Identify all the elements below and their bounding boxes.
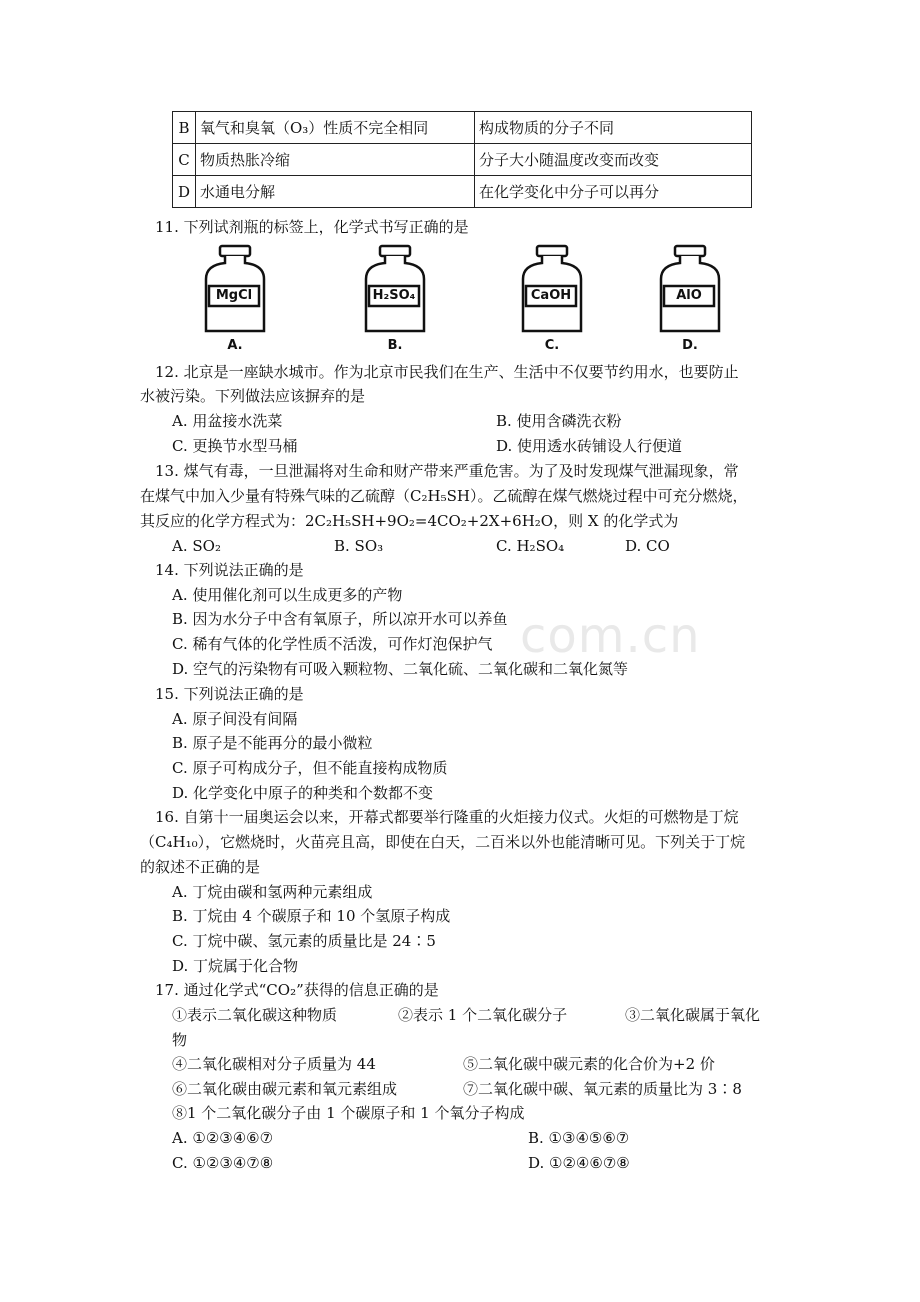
q12-option-d: D. 使用透水砖铺设人行便道 <box>496 437 683 455</box>
options-table <box>172 111 752 208</box>
watermark: com.cn <box>520 608 701 664</box>
q16-option-c: C. 丁烷中碳、氢元素的质量比是 24∶5 <box>172 932 436 950</box>
q12-option-c: C. 更换节水型马桶 <box>172 437 298 455</box>
table-row <box>173 144 752 176</box>
row-key: B <box>173 112 196 144</box>
bottle-caption: B. <box>387 338 403 353</box>
q16-option-d: D. 丁烷属于化合物 <box>172 957 299 975</box>
row-fact: 氧气和臭氧（O₃）性质不完全相同 <box>196 112 475 144</box>
q13-option-b: B. SO₃ <box>334 537 384 555</box>
q15-option-d: D. 化学变化中原子的种类和个数都不变 <box>172 784 434 802</box>
q17-statement-7: ⑦二氧化碳中碳、氧元素的质量比为 3∶8 <box>463 1080 742 1098</box>
q16-option-b: B. 丁烷由 4 个碳原子和 10 个氢原子构成 <box>172 907 451 925</box>
q12-stem-line1: 12. 北京是一座缺水城市。作为北京市民我们在生产、生活中不仅要节约用水，也要防止 <box>155 363 739 381</box>
q14-option-b: B. 因为水分子中含有氧原子，所以凉开水可以养鱼 <box>172 610 508 628</box>
q13-stem-line1: 13. 煤气有毒，一旦泄漏将对生命和财产带来严重危害。为了及时发现煤气泄漏现象，常 <box>155 462 739 480</box>
bottle-a <box>200 243 270 355</box>
q17-option-a: A. ①②③④⑥⑦ <box>172 1129 274 1147</box>
q15-stem: 15. 下列说法正确的是 <box>155 685 304 703</box>
row-fact: 水通电分解 <box>196 176 475 208</box>
q17-statement-6: ⑥二氧化碳由碳元素和氧元素组成 <box>172 1080 398 1098</box>
bottle-label: AlO <box>676 288 702 303</box>
bottle-figure <box>195 243 735 355</box>
q15-option-c: C. 原子可构成分子，但不能直接构成物质 <box>172 759 448 777</box>
row-key: D <box>173 176 196 208</box>
bottle-label: MgCl <box>215 288 253 303</box>
q17-option-b: B. ①③④⑤⑥⑦ <box>528 1129 630 1147</box>
q17-statement-4: ④二氧化碳相对分子质量为 44 <box>172 1055 376 1073</box>
q17-statement-2: ②表示 1 个二氧化碳分子 <box>398 1006 568 1024</box>
table-row <box>173 112 752 144</box>
q16-stem-line3: 的叙述不正确的是 <box>140 858 261 876</box>
q17-statement-8: ⑧1 个二氧化碳分子由 1 个碳原子和 1 个氧分子构成 <box>172 1104 525 1122</box>
q12-stem-line2: 水被污染。下列做法应该摒弃的是 <box>140 387 366 405</box>
row-fact: 物质热胀冷缩 <box>196 144 475 176</box>
q17-statement-1: ①表示二氧化碳这种物质 <box>172 1006 338 1024</box>
q13-stem-line2: 在煤气中加入少量有特殊气味的乙硫醇（C₂H₅SH）。乙硫醇在煤气燃烧过程中可充分燃烧， <box>140 487 748 505</box>
bottle-caption: D. <box>682 338 698 353</box>
bottle-label: CaOH <box>530 288 572 303</box>
q17-statement-5: ⑤二氧化碳中碳元素的化合价为+2 价 <box>463 1055 715 1073</box>
q13-option-a: A. SO₂ <box>172 537 221 555</box>
q17-option-c: C. ①②③④⑦⑧ <box>172 1154 274 1172</box>
q16-stem-line2: （C₄H₁₀），它燃烧时，火苗亮且高，即使在白天，二百米以外也能清晰可见。下列关于丁烷 <box>140 833 746 851</box>
q12-option-b: B. 使用含磷洗衣粉 <box>496 412 622 430</box>
table-row <box>173 176 752 208</box>
q16-stem-line1: 16. 自第十一届奥运会以来，开幕式都要举行隆重的火炬接力仪式。火炬的可燃物是丁烷 <box>155 808 739 826</box>
bottle-label: H₂SO₄ <box>372 288 416 303</box>
q14-option-d: D. 空气的污染物有可吸入颗粒物、二氧化硫、二氧化碳和二氧化氮等 <box>172 660 629 678</box>
q14-stem: 14. 下列说法正确的是 <box>155 561 304 579</box>
q15-option-b: B. 原子是不能再分的最小微粒 <box>172 734 373 752</box>
bottle-d <box>655 243 725 355</box>
bottle-caption: A. <box>227 338 243 353</box>
row-key: C <box>173 144 196 176</box>
q13-option-d: D. CO <box>625 537 670 555</box>
bottle-c <box>517 243 587 355</box>
bottle-caption: C. <box>544 338 560 353</box>
q14-option-c: C. 稀有气体的化学性质不活泼，可作灯泡保护气 <box>172 635 493 653</box>
q15-option-a: A. 原子间没有间隔 <box>172 710 298 728</box>
q17-statement-3: ③二氧化碳属于氧化 <box>625 1006 761 1024</box>
q17-stem: 17. 通过化学式“CO₂”获得的信息正确的是 <box>155 981 439 999</box>
q13-stem-line3: 其反应的化学方程式为：2C₂H₅SH+9O₂=4CO₂+2X+6H₂O，则 X 的化学式为 <box>140 512 679 530</box>
q12-option-a: A. 用盆接水洗菜 <box>172 412 283 430</box>
q13-option-c: C. H₂SO₄ <box>496 537 565 555</box>
q16-option-a: A. 丁烷由碳和氢两种元素组成 <box>172 883 373 901</box>
row-reason: 分子大小随温度改变而改变 <box>475 144 752 176</box>
row-reason: 构成物质的分子不同 <box>475 112 752 144</box>
bottle-b <box>360 243 430 355</box>
q11-stem: 11. 下列试剂瓶的标签上，化学式书写正确的是 <box>155 218 469 236</box>
q17-option-d: D. ①②④⑥⑦⑧ <box>528 1154 630 1172</box>
q14-option-a: A. 使用催化剂可以生成更多的产物 <box>172 586 403 604</box>
row-reason: 在化学变化中分子可以再分 <box>475 176 752 208</box>
q17-statement-3-cont: 物 <box>172 1031 188 1049</box>
